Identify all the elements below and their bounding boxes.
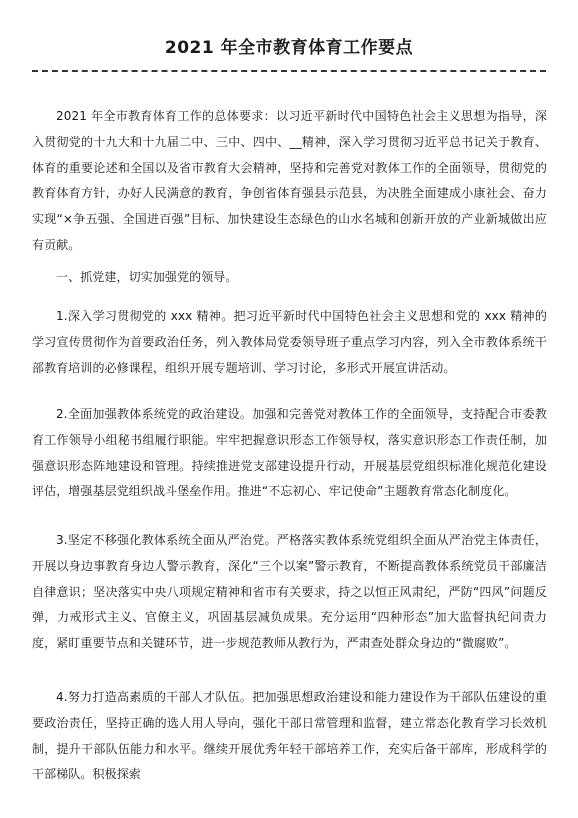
paragraph-general-requirements: 2021 年全市教育体育工作的总体要求：以习近平新时代中国特色社会主义思想为指导，深入贯彻党的十九大和十九届二中、三中、四中、__精神，深入学习贯彻习近平总书记关于教育、体育的重要论述和全国以及省市教育大会精神，坚持和完善党对教体工作的全面领导，贯彻党的教育体育方针，办好人民满意的教育，争创省体育强县示范县，为决胜全面建成小康社会、奋力实现“×争五强、全国进百强”目标、加快建设生态绿色的山水名城和创新开放的产业新城做出应有贡献。 bbox=[32, 109, 547, 252]
document-title: 2021 年全市教育体育工作要点 bbox=[164, 38, 414, 58]
section-heading-party-building: 一、抓党建，切实加强党的领导。 bbox=[56, 270, 238, 284]
paragraph-item-3: 3.坚定不移强化教体系统全面从严治党。严格落实教体系统党组织全面从严治党主体责任，开展以身边事教育身边人警示教育，深化“三个以案”警示教育，不断提高教体系统党员干部廉洁自律意识；坚决落实中央八项规定精神和省市有关要求，持之以恒正风肃纪，严防“四风”问题反弹，力戒形式主义、官僚主义，巩固基层减负成果。充分运用“四种形态”加大监督执纪问责力度，紧盯重要节点和关键环节，进一步规范教师从教行为，严肃查处群众身边的“微腐败”。 bbox=[32, 533, 547, 651]
paragraph-item-2: 2.全面加强教体系统党的政治建设。加强和完善党对教体工作的全面领导，支持配合市委教育工作领导小组秘书组履行职能。牢牢把握意识形态工作领导权，落实意识形态工作责任制，加强意识形态阵地建设和管理。持续推进党支部建设提升行动，开展基层党组织标准化规范化建设评估，增强基层党组织战斗堡垒作用。推进“不忘初心、牢记使命”主题教育常态化制度化。 bbox=[32, 407, 547, 499]
paragraph-item-1: 1.深入学习贯彻党的 xxx 精神。把习近平新时代中国特色社会主义思想和党的 xxx 精神的学习宣传贯彻作为首要政治任务，列入教体局党委领导班子重点学习内容，列入全市教体系统干部教育培训的必修课程，组织开展专题培训、学习讨论，多形式开展宣讲活动。 bbox=[32, 309, 547, 375]
paragraph-item-4: 4.努力打造高素质的干部人才队伍。把加强思想政治建设和能力建设作为干部队伍建设的重要政治责任，坚持正确的选人用人导向，强化干部日常管理和监督，建立常态化教育学习长效机制，提升干部队伍能力和水平。继续开展优秀年轻干部培养工作，充实后备干部库，形成科学的干部梯队。积极探索 bbox=[32, 690, 547, 782]
dashed-divider bbox=[32, 70, 546, 72]
